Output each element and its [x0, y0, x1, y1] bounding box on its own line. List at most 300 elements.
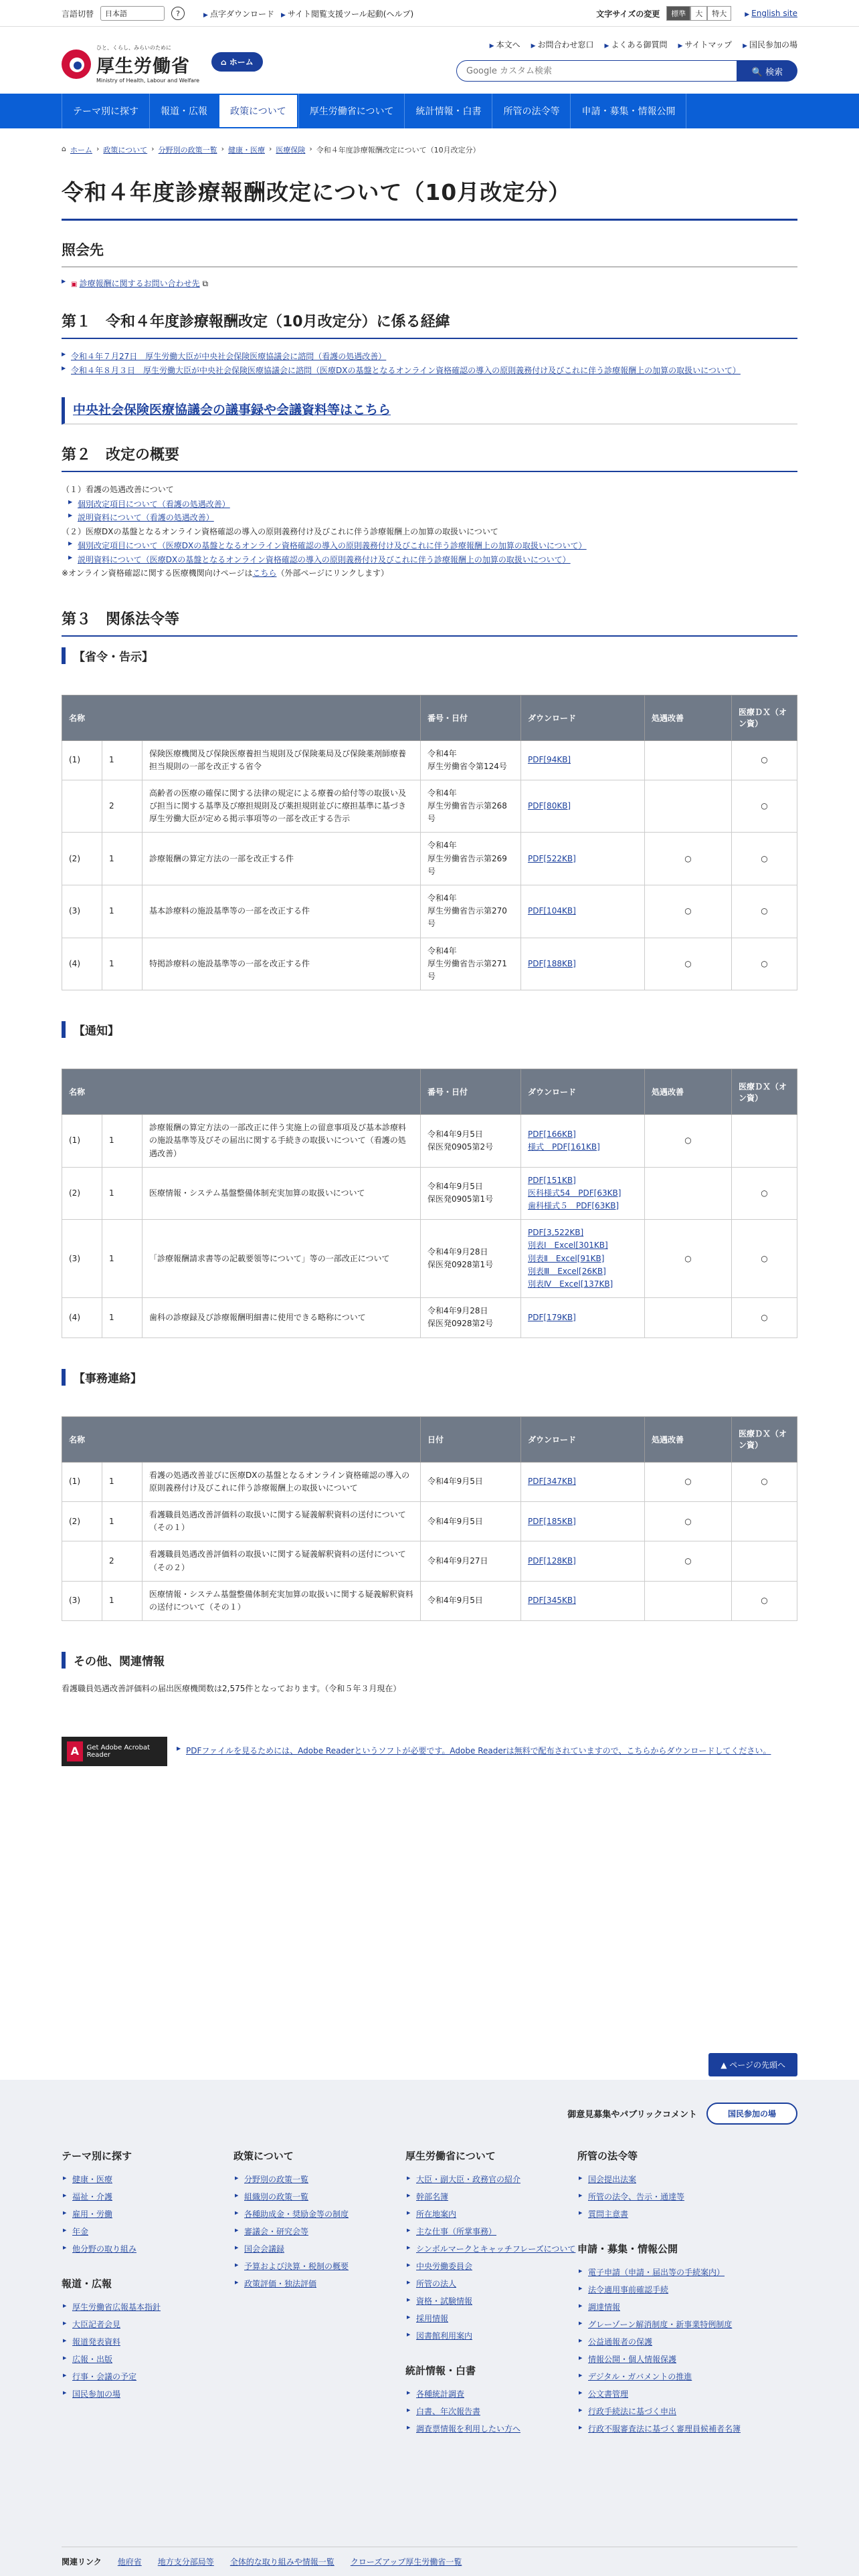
section1-heading: 第１ 令和４年度診療報酬改定（10月改定分）に係る経緯: [62, 310, 797, 339]
footer-link[interactable]: 公文書管理: [588, 2389, 629, 2399]
table-cell: (3): [62, 1220, 102, 1298]
table-cell: [62, 780, 102, 833]
help-icon[interactable]: ?: [171, 7, 185, 20]
table-cell: (2): [62, 833, 102, 885]
adobe-item: [177, 1744, 771, 1757]
table-cell: (1): [62, 1462, 102, 1501]
footer-list: [233, 2171, 405, 2292]
table-cell: [645, 1298, 732, 1337]
table-cell: 高齢者の医療の確保に関する法律の規定による療養の給付等の取扱い及び担当に関する基準及び療担規則及び薬担規則並びに療担基準に基づき厚生労働大臣が定める掲示事項等の一部を改正する告示: [142, 780, 421, 833]
table-cell: ○: [732, 1581, 797, 1620]
acrobat-icon: A: [67, 1741, 83, 1761]
adobe-list: [177, 1744, 771, 1757]
table-cell: ○: [732, 1220, 797, 1298]
footer-link[interactable]: 採用情報: [416, 2314, 449, 2323]
table-cell: 医療情報・システム基盤整備体制充実加算の取扱いに関する疑義解釈資料の送付について（その１）: [142, 1581, 421, 1620]
breadcrumb-sep: ›: [96, 144, 100, 153]
footer-item: [405, 2292, 577, 2310]
breadcrumb-fields[interactable]: 分野別の政策一覧: [158, 146, 217, 154]
section3-heading: 第３ 関係法令等: [62, 608, 797, 637]
footer-link[interactable]: 幹部名簿: [416, 2192, 449, 2202]
table-cell: 令和4年9月5日 保医発0905第2号: [421, 1115, 521, 1168]
header-link-main[interactable]: ▶ 本文へ: [489, 40, 520, 49]
table-cell: 2: [102, 780, 142, 833]
text-size-label: 文字サイズの変更: [596, 9, 660, 19]
back-to-top-label: ページの先頭へ: [729, 2060, 785, 2070]
footer-item: [405, 2188, 577, 2206]
contact-item: [62, 277, 797, 290]
table-cell: 令和4年 厚生労働省令第124号: [421, 740, 521, 780]
adobe-reader-badge[interactable]: [62, 1737, 167, 1766]
table-row: [62, 1167, 797, 1220]
footer-link[interactable]: 行事・会議の予定: [72, 2372, 137, 2381]
breadcrumb-health[interactable]: 健康・医療: [227, 146, 265, 154]
header-link-label: よくある御質問: [611, 40, 668, 49]
footer-link[interactable]: 広報・出版: [72, 2355, 113, 2364]
download-link[interactable]: PDF[188KB]: [521, 938, 645, 990]
table-cell: 令和4年9月5日 保医発0905第1号: [421, 1167, 521, 1220]
footer-link[interactable]: 福祉・介護: [72, 2192, 113, 2202]
gnav-about[interactable]: 厚生労働省について: [298, 94, 405, 128]
participation-button[interactable]: [706, 2103, 797, 2125]
table-cell: ○: [645, 885, 732, 938]
footer-item: [577, 2316, 749, 2333]
download-link[interactable]: PDF[345KB]: [521, 1581, 645, 1620]
ordinance-table: [62, 695, 797, 991]
footer-column: [62, 2149, 233, 2456]
table-row: [62, 1501, 797, 1541]
table-cell: 特掲診療料の施設基準等の一部を改正する件: [142, 938, 421, 990]
gnav-policy[interactable]: 政策について: [218, 94, 298, 128]
related-link[interactable]: 全体的な取り組みや情報一覧: [229, 2557, 335, 2567]
column-header: 処遇改善: [645, 695, 732, 740]
utility-bar: [0, 0, 859, 27]
footer-link[interactable]: 白書、年次報告書: [416, 2407, 481, 2416]
ordinance-heading: 【省令・告示】: [62, 647, 797, 664]
footer-link[interactable]: グレーゾーン解消制度・新事業特例制度: [588, 2320, 733, 2329]
footer-item: [577, 2171, 749, 2188]
home-button[interactable]: ⌂ ホーム: [211, 52, 263, 72]
table-cell: (1): [62, 740, 102, 780]
table-cell: ○: [645, 1115, 732, 1168]
logo-english: Ministry of Health, Labour and Welfare: [96, 78, 200, 84]
footer-group-heading: 申請・募集・情報公開: [577, 2243, 678, 2255]
opinion-label: 御意見募集やパブリックコメント: [567, 2110, 697, 2120]
footer-link[interactable]: 所在地案内: [416, 2210, 457, 2219]
notice-table: [62, 1069, 797, 1337]
footer-item: [405, 2223, 577, 2240]
footer-item: [405, 2327, 577, 2345]
nursing-item: [68, 511, 797, 524]
table-cell: 1: [102, 1501, 142, 1541]
language-select[interactable]: 日本語: [100, 6, 165, 21]
table-cell: [645, 740, 732, 780]
footer-item: [577, 2188, 749, 2206]
footer-link[interactable]: 中央労働委員会: [416, 2262, 473, 2271]
gnav-applications[interactable]: 申請・募集・情報公開: [570, 94, 686, 128]
table-cell: 診療報酬の算定方法の一部改正に伴う実施上の留意事項及び基本診療料の施設基準等及びその届出に関する手続きの取扱いについて（看護の処遇改善）: [142, 1115, 421, 1168]
footer-link[interactable]: 大臣・副大臣・政務官の紹介: [416, 2175, 521, 2184]
column-header: ダウンロード: [521, 1069, 645, 1115]
footer-item: [577, 2385, 749, 2403]
table-cell: (2): [62, 1501, 102, 1541]
table-cell: 令和4年 厚生労働省告示第271号: [421, 938, 521, 990]
footer-item: [577, 2206, 749, 2223]
chuikyo-banner-link[interactable]: 中央社会保険医療協議会の議事録や会議資料等はこちら: [62, 397, 797, 425]
gnav-press[interactable]: 報道・広報: [149, 94, 218, 128]
table-cell: 令和4年 厚生労働省告示第269号: [421, 833, 521, 885]
footer-list: [405, 2171, 577, 2345]
back-to-top-button[interactable]: ▲ ページの先頭へ: [708, 2053, 797, 2076]
logo-text: [96, 44, 199, 84]
footer-link[interactable]: 各種統計調査: [416, 2389, 465, 2399]
table-cell: 診療報酬の算定方法の一部を改正する件: [142, 833, 421, 885]
footer-item: [405, 2240, 577, 2258]
footer-link[interactable]: 資格・試験情報: [416, 2296, 473, 2306]
column-header: 日付: [421, 1416, 521, 1462]
footer-item: [62, 2368, 233, 2385]
breadcrumb-policy[interactable]: 政策について: [103, 146, 148, 154]
footer-link[interactable]: 法令適用事前確認手続: [588, 2285, 669, 2294]
table-cell: ○: [732, 780, 797, 833]
download-link[interactable]: PDF[522KB]: [521, 833, 645, 885]
nursing-link[interactable]: 個別改定項目について（看護の処遇改善）: [78, 499, 230, 509]
table-cell: 1: [102, 1298, 142, 1337]
table-cell: [62, 1541, 102, 1581]
footer-group-heading: 報道・広報: [62, 2278, 112, 2290]
header-link-sitemap[interactable]: ▶ サイトマップ: [678, 40, 733, 49]
footer-link[interactable]: 調査票情報を利用したい方へ: [416, 2424, 521, 2434]
table-cell: 令和4年9月5日: [421, 1581, 521, 1620]
footer-item: [233, 2275, 405, 2292]
table-cell: 看護の処遇改善並びに医療DXの基盤となるオンライン資格確認の導入の原則義務付け及びこれに伴う診療報酬上の取扱いについて: [142, 1462, 421, 1501]
footer-link[interactable]: 国民参加の場: [72, 2389, 121, 2399]
footer-link[interactable]: デジタル・ガバメントの推進: [588, 2372, 692, 2381]
table-header-row: [62, 695, 797, 740]
table-cell: 歯科の診療録及び診療報酬明細書に使用できる略称について: [142, 1298, 421, 1337]
related-link[interactable]: 地方支分部局等: [157, 2557, 214, 2567]
table-cell: 「診療報酬請求書等の記載要領等について」等の一部改正について: [142, 1220, 421, 1298]
table-cell: [645, 1581, 732, 1620]
footer-link[interactable]: 行政手続法に基づく申出: [588, 2407, 677, 2416]
column-header: ダウンロード: [521, 695, 645, 740]
global-nav: [0, 94, 859, 128]
table-row: [62, 1115, 797, 1168]
footer-link[interactable]: 厚生労働省広報基本指針: [72, 2302, 161, 2312]
footer-link[interactable]: 情報公開・個人情報保護: [588, 2355, 677, 2364]
braille-download-link[interactable]: ▶ 点字ダウンロード: [203, 9, 274, 19]
footer-link[interactable]: 他分野の取り組み: [72, 2244, 137, 2254]
download-link[interactable]: PDF[80KB]: [521, 780, 645, 833]
footer-item: [62, 2223, 233, 2240]
footer-list: [405, 2385, 577, 2438]
footer-item: [405, 2258, 577, 2275]
table-cell: (3): [62, 885, 102, 938]
footer-item: [62, 2171, 233, 2188]
online-note-tail: （外部ページにリンクします）: [276, 568, 389, 578]
table-cell: [732, 1115, 797, 1168]
text-size-buttons: [666, 6, 731, 21]
download-link[interactable]: PDF[3,522KB] 別表Ⅰ Excel[301KB] 別表Ⅱ Excel[91KB] 別表Ⅲ Excel[26KB] 別表Ⅳ Excel[137KB]: [521, 1220, 645, 1298]
site-logo[interactable]: [62, 44, 199, 84]
footer-item: [405, 2206, 577, 2223]
header-link-label: サイトマップ: [684, 40, 733, 49]
download-link[interactable]: PDF[347KB]: [521, 1462, 645, 1501]
table-cell: [645, 1167, 732, 1220]
contact-link[interactable]: 診療報酬に関するお問い合わせ先: [79, 279, 200, 288]
english-site-link[interactable]: ▶ English site: [745, 9, 797, 18]
table-cell: 1: [102, 1115, 142, 1168]
other-text: 看護職員処遇改善評価料の届出医療機関数は2,575件となっております。（令和５年３月現在）: [62, 1684, 401, 1694]
footer-link[interactable]: 雇用・労働: [72, 2210, 113, 2219]
footer-link[interactable]: 図書館利用案内: [416, 2331, 473, 2341]
table-row: [62, 833, 797, 885]
section2-heading: 第２ 改定の概要: [62, 443, 797, 472]
table-cell: 令和4年9月5日: [421, 1501, 521, 1541]
header-link-participation[interactable]: ▶ 国民参加の場: [743, 40, 797, 49]
external-icon: ⧉: [202, 279, 209, 288]
footer-item: [405, 2385, 577, 2403]
table-row: [62, 1581, 797, 1620]
table-row: [62, 740, 797, 780]
column-header: 医療ＤＸ（オン資）: [732, 1416, 797, 1462]
language-label: 言語切替: [62, 9, 94, 19]
footer-link[interactable]: 報道発表資料: [72, 2337, 121, 2347]
footer-list: [577, 2264, 749, 2438]
footer-link[interactable]: 質問主意書: [588, 2210, 629, 2219]
footer-group-heading: 政策について: [233, 2150, 294, 2162]
footer-list: [62, 2171, 233, 2258]
table-cell: 1: [102, 833, 142, 885]
site-header: [62, 27, 797, 94]
gnav-statistics[interactable]: 統計情報・白書: [404, 94, 492, 128]
footer-item: [62, 2316, 233, 2333]
footer-link[interactable]: シンボルマークとキャッチフレーズについて: [416, 2244, 576, 2254]
breadcrumb-sep: ›: [268, 144, 272, 153]
table-cell: [732, 1501, 797, 1541]
footer-link[interactable]: 公益通報者の保護: [588, 2337, 653, 2347]
table-cell: 令和4年9月28日 保医発0928第1号: [421, 1220, 521, 1298]
adobe-download-link[interactable]: PDFファイルを見るためには、Adobe Readerというソフトが必要です。Adobe Readerは無料で配布されていますので、こちらからダウンロードしてください。: [186, 1746, 771, 1756]
footer-item: [405, 2171, 577, 2188]
size-large-button[interactable]: 大: [690, 6, 707, 21]
column-header: 医療ＤＸ（オン資）: [732, 1069, 797, 1115]
footer-column: [405, 2149, 577, 2456]
footer-item: [577, 2281, 749, 2298]
related-links: [62, 2547, 797, 2576]
column-header: 番号・日付: [421, 695, 521, 740]
footer-link[interactable]: 大臣記者会見: [72, 2320, 121, 2329]
dx-subheading: （２）医療DXの基盤となるオンライン資格確認の導入の原則義務付け及びこれに伴う診療報酬上の加算の取扱いについて: [62, 526, 498, 536]
adobe-badge-label: Get Adobe Acrobat Reader: [86, 1743, 151, 1759]
footer-column: [577, 2149, 749, 2456]
table-row: [62, 1541, 797, 1581]
dx-link[interactable]: 個別改定項目について（医療DXの基盤となるオンライン資格確認の導入の原則義務付け及びこれに伴う診療報酬上の加算の取扱いについて）: [78, 541, 587, 551]
english-site-label: English site: [751, 9, 797, 18]
nursing-list: [68, 498, 797, 525]
table-cell: 医療情報・システム基盤整備体制充実加算の取扱いについて: [142, 1167, 421, 1220]
footer-link[interactable]: 電子申請（申請・届出等の手続案内）: [588, 2268, 725, 2277]
footer-link[interactable]: 行政不服審査法に基づく審理員候補者名簿: [588, 2424, 741, 2434]
table-cell: 1: [102, 740, 142, 780]
logo-mark-icon: [62, 49, 91, 79]
footer-item: [62, 2385, 233, 2403]
footer-item: [577, 2264, 749, 2281]
footer-link[interactable]: 調達情報: [588, 2302, 621, 2312]
notice-heading: 【通知】: [62, 1021, 797, 1038]
table-cell: 令和4年 厚生労働省告示第268号: [421, 780, 521, 833]
other-heading: その他、関連情報: [62, 1652, 797, 1669]
table-cell: ○: [732, 938, 797, 990]
breadcrumb-insurance[interactable]: 医療保険: [276, 146, 306, 154]
table-cell: ○: [645, 1541, 732, 1581]
table-row: [62, 1220, 797, 1298]
footer-link[interactable]: 政策評価・独法評価: [244, 2279, 317, 2288]
breadcrumb-sep: ›: [151, 144, 155, 153]
braille-download-label: 点字ダウンロード: [209, 9, 274, 19]
table-cell: 令和4年9月5日: [421, 1462, 521, 1501]
table-cell: 1: [102, 885, 142, 938]
footer-group-heading: テーマ別に探す: [62, 2150, 132, 2162]
breadcrumb-sep: ›: [309, 144, 312, 153]
column-header: 医療ＤＸ（オン資）: [732, 695, 797, 740]
footer-link[interactable]: 健康・医療: [72, 2175, 113, 2184]
header-link-contact[interactable]: ▶ お問合わせ窓口: [531, 40, 594, 49]
home-icon: ⌂: [62, 144, 66, 153]
related-link[interactable]: クローズアップ厚生労働省一覧: [350, 2557, 462, 2567]
footer-link[interactable]: 所管の法令、告示・通達等: [588, 2192, 685, 2202]
table-cell: [645, 780, 732, 833]
table-cell: [732, 1541, 797, 1581]
online-note-link[interactable]: こちら: [252, 568, 277, 578]
table-cell: ○: [732, 1167, 797, 1220]
header-link-faq[interactable]: ▶ よくある御質問: [604, 40, 668, 49]
page-title: 令和４年度診療報酬改定について（10月改定分）: [62, 175, 797, 221]
size-standard-button[interactable]: 標準: [666, 6, 690, 21]
footer-item: [405, 2403, 577, 2420]
download-link[interactable]: PDF[94KB]: [521, 740, 645, 780]
dx-item: [68, 539, 797, 552]
history-item: [62, 364, 797, 377]
table-header-row: [62, 1416, 797, 1462]
footer-link[interactable]: 分野別の政策一覧: [244, 2175, 309, 2184]
office-memo-heading: 【事務連絡】: [62, 1369, 797, 1386]
table-cell: 令和4年 厚生労働省告示第270号: [421, 885, 521, 938]
pdf-file-icon: ▣: [71, 281, 80, 288]
reading-support-link[interactable]: ▶ サイト閲覧支援ツール起動(ヘルプ): [280, 9, 414, 19]
download-link[interactable]: PDF[104KB]: [521, 885, 645, 938]
footer-item: [62, 2333, 233, 2351]
help-label: (ヘルプ): [383, 9, 414, 19]
footer-column: [233, 2149, 405, 2456]
history-link[interactable]: 令和４年８月３日 厚生労働大臣が中央社会保険医療協議会に諮問（医療DXの基盤となるオンライン資格確認の導入の原則義務付け及びこれに伴う診療報酬上の加算の取扱いについて）: [71, 365, 741, 375]
office-memo-table: [62, 1416, 797, 1622]
footer-item: [233, 2223, 405, 2240]
table-row: [62, 1462, 797, 1501]
table-cell: ○: [645, 1501, 732, 1541]
footer-link[interactable]: 各種助成金・奨励金等の制度: [244, 2210, 349, 2219]
table-cell: ○: [645, 1462, 732, 1501]
home-label: ホーム: [229, 58, 254, 67]
footer-item: [577, 2333, 749, 2351]
search-button[interactable]: 🔍 検索: [737, 60, 797, 82]
table-cell: ○: [732, 885, 797, 938]
table-cell: 1: [102, 1220, 142, 1298]
footer-link[interactable]: 組織別の政策一覧: [244, 2192, 309, 2202]
table-cell: ○: [732, 1462, 797, 1501]
footer-group-heading: 所管の法令等: [577, 2150, 638, 2162]
table-cell: 1: [102, 1462, 142, 1501]
footer-link[interactable]: 主な仕事（所掌事務）: [416, 2227, 497, 2236]
search-button-label: 検索: [765, 67, 783, 78]
column-header: 名称: [62, 1416, 421, 1462]
table-cell: ○: [732, 740, 797, 780]
column-header: 処遇改善: [645, 1416, 732, 1462]
history-link[interactable]: 令和４年７月27日 厚生労働大臣が中央社会保険医療協議会に諮問（看護の処遇改善）: [71, 352, 387, 362]
dx-link[interactable]: 説明資料について（医療DXの基盤となるオンライン資格確認の導入の原則義務付け及びこれに伴う診療報酬上の加算の取扱いについて）: [78, 554, 571, 564]
table-cell: 令和4年9月27日: [421, 1541, 521, 1581]
footer-link[interactable]: 国会会議録: [244, 2244, 285, 2254]
footer-item: [62, 2240, 233, 2258]
download-link[interactable]: PDF[185KB]: [521, 1501, 645, 1541]
contact-list: [62, 277, 797, 290]
online-note: [62, 566, 797, 581]
table-row: [62, 885, 797, 938]
download-link[interactable]: PDF[179KB]: [521, 1298, 645, 1337]
logo-ruby: ひと、くらし、みらいのために: [96, 45, 171, 51]
download-link[interactable]: PDF[151KB] 医科様式54 PDF[63KB] 歯科様式５ PDF[63KB]: [521, 1167, 645, 1220]
table-header-row: [62, 1069, 797, 1115]
footer-item: [405, 2420, 577, 2438]
download-link[interactable]: PDF[166KB] 様式 PDF[161KB]: [521, 1115, 645, 1168]
gnav-laws[interactable]: 所管の法令等: [492, 94, 570, 128]
table-cell: (3): [62, 1581, 102, 1620]
reading-support-label: サイト閲覧支援ツール起動: [287, 9, 383, 19]
footer-item: [577, 2298, 749, 2316]
related-link[interactable]: 他府省: [117, 2557, 142, 2567]
search-input[interactable]: [456, 60, 737, 82]
table-row: [62, 1298, 797, 1337]
footer-item: [233, 2206, 405, 2223]
table-cell: ○: [732, 833, 797, 885]
column-header: 処遇改善: [645, 1069, 732, 1115]
nursing-subheading: （１）看護の処遇改善について: [62, 485, 174, 495]
column-header: 名称: [62, 695, 421, 740]
online-note-text: ※オンライン資格確認に関する医療機関向けページは: [62, 568, 253, 578]
footer-group-heading: 厚生労働省について: [405, 2150, 496, 2162]
gnav-theme[interactable]: テーマ別に探す: [62, 94, 149, 128]
size-xlarge-button[interactable]: 特大: [707, 6, 731, 21]
nursing-link[interactable]: 説明資料について（看護の処遇改善）: [78, 513, 214, 523]
footer-link[interactable]: 審議会・研究会等: [244, 2227, 309, 2236]
history-item: [62, 350, 797, 363]
footer-item: [62, 2351, 233, 2368]
footer-link[interactable]: 年金: [72, 2227, 89, 2236]
table-cell: 基本診療料の施設基準等の一部を改正する件: [142, 885, 421, 938]
dx-list: [68, 539, 797, 566]
footer-link[interactable]: 予算および決算・税制の概要: [244, 2262, 349, 2271]
breadcrumb-current: 令和４年度診療報酬改定について（10月改定分）: [316, 146, 480, 154]
table-cell: 1: [102, 938, 142, 990]
footer-link[interactable]: 国会提出法案: [588, 2175, 637, 2184]
breadcrumb-home[interactable]: ホーム: [70, 146, 92, 154]
opinion-area: [62, 2080, 797, 2125]
footer-item: [233, 2240, 405, 2258]
download-link[interactable]: PDF[128KB]: [521, 1541, 645, 1581]
breadcrumb-sep: ›: [221, 144, 224, 153]
footer-link[interactable]: 所管の法人: [416, 2279, 457, 2288]
table-cell: 1: [102, 1167, 142, 1220]
